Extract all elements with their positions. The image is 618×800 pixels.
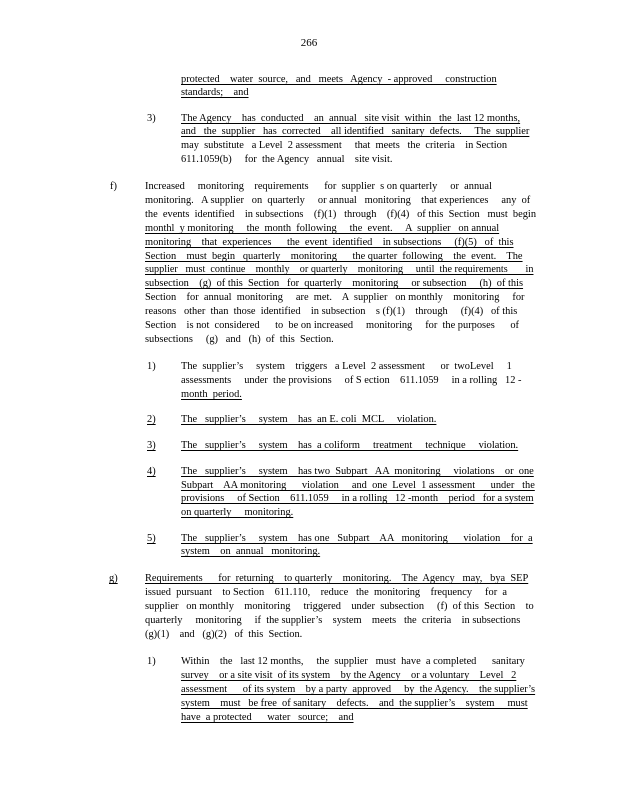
text-line: The supplier’s system triggers a Level 2 assessment or twoLevel 1 <box>181 361 512 372</box>
text-line: (g)(1) and (g)(2) of this Section. <box>145 629 303 640</box>
item-label: 5) <box>147 533 156 544</box>
text-line: monitoring that experiences the event identified in subsections (f)(5) of this <box>145 237 514 248</box>
text-line: The supplier’s system has one Subpart AA monitoring violation for a <box>181 533 533 544</box>
text-line: assessments under the provisions of S ection 611.1059 in a rolling 12 - <box>181 375 522 386</box>
text-line: Requirements for returning to quarterly monitoring. The Agency may, bya SEP <box>145 573 529 584</box>
text-line: may substitute a Level 2 assessment that meets the criteria in Section <box>181 140 508 151</box>
text-line: Section is not considered to be on increased monitoring for the purposes of <box>145 320 519 331</box>
text-line: Increased monitoring requirements for supplier s on quarterly or annual <box>145 181 492 192</box>
page-number: 266 <box>300 37 318 49</box>
text-line: the events identified in subsections (f)(1) through (f)(4) of this Section must begin <box>145 209 537 220</box>
text-line: survey or a site visit of its system by the Agency or a voluntary Level 2 <box>181 670 517 681</box>
text-line: monitoring. A supplier on quarterly or annual monitoring that experiences any of <box>145 195 531 206</box>
text-line: The supplier’s system has a coliform treatment technique violation. <box>181 440 519 451</box>
text-line: supplier on monthly monitoring triggered under subsection (f) of this Section to <box>145 601 534 612</box>
text-line: subsection (g) of this Section for quarterly monitoring or subsection (h) of this <box>145 278 524 289</box>
item-label: 3) <box>147 440 156 451</box>
text-line: on quarterly monitoring. <box>181 507 294 518</box>
text-line: supplier must continue monthly or quarterly monitoring until the requirements in <box>145 264 534 275</box>
item-label: 2) <box>147 414 156 425</box>
text-line: 611.1059(b) for the Agency annual site visit. <box>181 154 393 165</box>
text-line: month period. <box>181 389 242 400</box>
text-line: The supplier’s system has two Subpart AA monitoring violations or one <box>181 466 534 477</box>
text-line: system must be free of sanitary defects. and the supplier’s system must <box>181 698 528 709</box>
text-line: provisions of Section 611.1059 in a rolling 12 -month period for a system <box>181 493 534 504</box>
text-line: Subpart AA monitoring violation and one Level 1 assessment under the <box>181 480 535 491</box>
item-label: 1) <box>147 656 156 667</box>
section-label-g: g) <box>109 573 118 584</box>
text-line: quarterly monitoring if the supplier’s system meets the criteria in subsections <box>145 615 521 626</box>
text-line: The Agency has conducted an annual site visit within the last 12 months, <box>181 113 521 124</box>
text-line: and the supplier has corrected all identified sanitary defects. The supplier <box>181 126 530 137</box>
text-line: Section for annual monitoring are met. A supplier on monthly monitoring for <box>145 292 525 303</box>
text-line: reasons other than those identified in subsection s (f)(1) through (f)(4) of this <box>145 306 518 317</box>
text-line: monthl y monitoring the month following the event. A supplier on annual <box>145 223 500 234</box>
item-label: 4) <box>147 466 156 477</box>
text-line: Section must begin quarterly monitoring the quarter following the event. The <box>145 251 523 262</box>
text-line: standards; and <box>181 87 249 98</box>
item-label: 3) <box>147 113 156 124</box>
text-line: subsections (g) and (h) of this Section. <box>145 334 334 345</box>
text-line: Within the last 12 months, the supplier must have a completed sanitary <box>181 656 525 667</box>
text-line: have a protected water source; and <box>181 712 354 723</box>
item-label: 1) <box>147 361 156 372</box>
text-line: assessment of its system by a party approved by the Agency. the supplier’s <box>181 684 536 695</box>
text-line: issued pursuant to Section 611.110, reduce the monitoring frequency for a <box>145 587 507 598</box>
section-label-f: f) <box>110 181 117 192</box>
text-line: system on annual monitoring. <box>181 546 321 557</box>
text-line: The supplier’s system has an E. coli MCL violation. <box>181 414 437 425</box>
text-line: protected water source, and meets Agency - approved construction <box>181 74 497 85</box>
